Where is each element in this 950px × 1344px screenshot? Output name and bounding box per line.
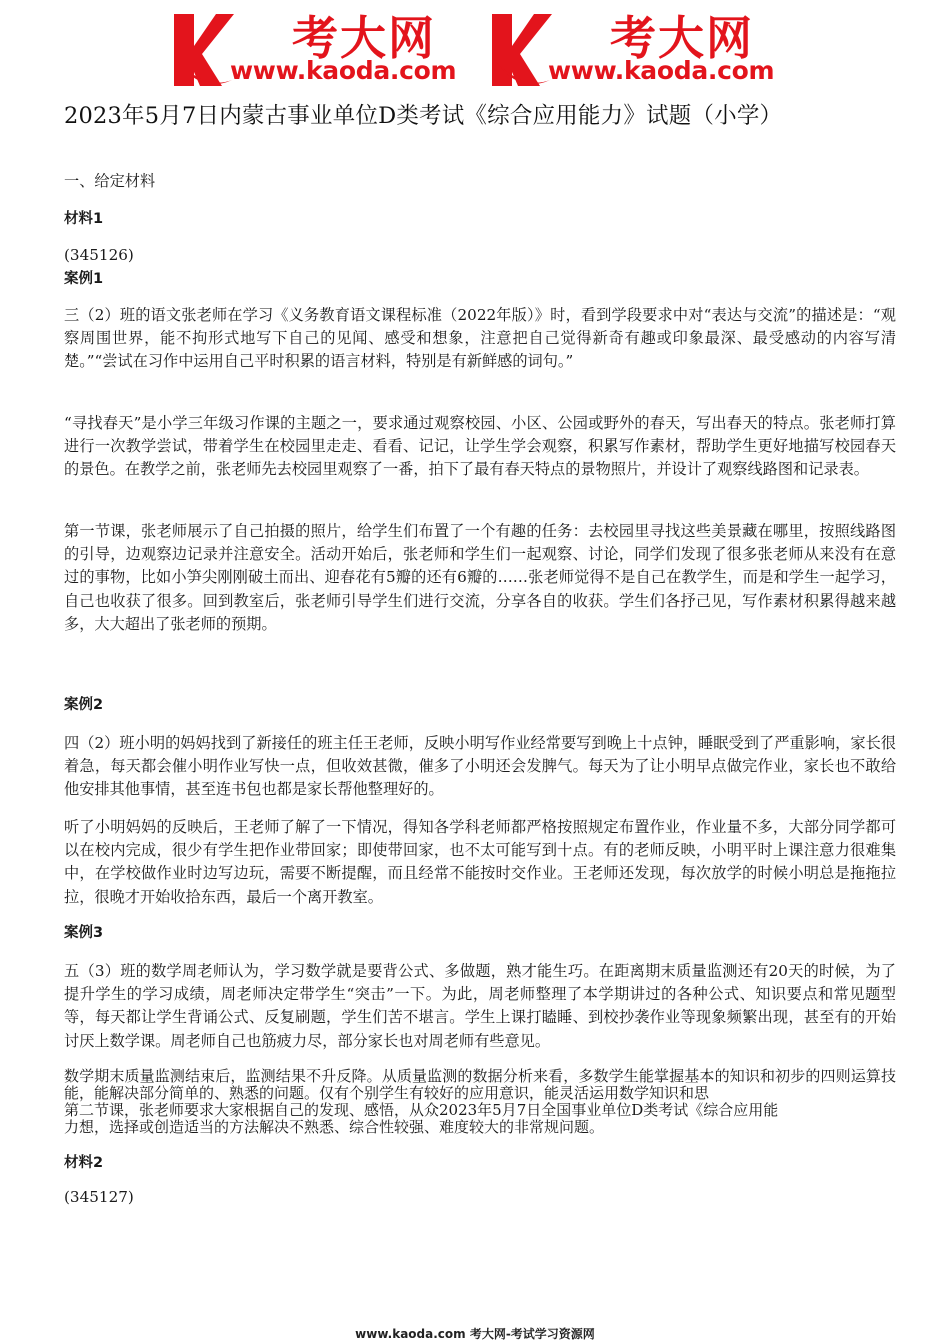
logo-chinese-name: 考大网 — [610, 11, 754, 65]
case-2-paragraph-1: 四（2）班小明的妈妈找到了新接任的班主任王老师，反映小明写作业经常要写到晚上十点钟，睡眠受到了严重影响，家长很着急，每天都会催小明作业写快一点，但收效甚微，催多了小明还会发脾气。每天为了让小明早点做完作业，家长也不敢给他安排其他事情，甚至连书包也都是家长帮他整理好的。 — [64, 734, 896, 799]
case-1-label: 案例1 — [64, 271, 104, 287]
logo-chinese-name: 考大网 — [292, 11, 436, 65]
case-2-label: 案例2 — [64, 697, 104, 713]
k-logo-icon — [490, 6, 552, 88]
case-3-label: 案例3 — [64, 925, 104, 941]
kaoda-logo — [172, 6, 484, 88]
overlapping-text-line: 第二节课，张老师要求大家根据自己的发现、感悟，从众2023年5月7日全国事业单位D类考试《综合应用能 — [64, 1101, 779, 1119]
case-3-paragraph-2: 数学期末质量监测结束后，监测结果不升反降。从质量监测的数据分析来看，多数学生能掌握基本的知识和初步的四则运算技能，能解决部分简单的、熟悉的问题。仅有个别学生有较好的应用意识，能灵活运用数学知识和思 — [64, 1067, 896, 1102]
k-logo-icon — [172, 6, 234, 88]
case-1-paragraph-3: 第一节课，张老师展示了自己拍摄的照片，给学生们布置了一个有趣的任务：去校园里寻找这些美景藏在哪里，按照线路图的引导，边观察边记录并注意安全。活动开始后，张老师和学生们一起观察、讨论，同学们发现了很多张老师从来没有在意过的事物，比如小笋尖刚刚破土而出、迎春花有5瓣的还有6瓣的……张老师觉得不是自己在教学生，而是和学生一起学习，自己也收获了很多。回到教室后，张老师引导学生们进行交流，分享各自的收获。学生们各抒己见，写作素材积累得越来越多，大大超出了张老师的预期。 — [64, 522, 896, 633]
page-footer: www.kaoda.com 考大网-考试学习资源网 — [355, 1327, 595, 1341]
case-3-paragraph-2-end: 力想，选择或创造适当的方法解决不熟悉、综合性较强、难度较大的非常规问题。 — [64, 1118, 605, 1136]
case-2-paragraph-2: 听了小明妈妈的反映后，王老师了解了一下情况，得知各学科老师都严格按照规定布置作业，作业量不多，大部分同学都可以在校内完成，很少有学生把作业带回家；即使带回家，也不太可能写到十点。有的老师反映，小明平时上课注意力很难集中，在学校做作业时边写边玩，需要不断提醒，而且经常不能按时交作业。王老师还发现，每次放学的时候小明总是拖拖拉拉，很晚才开始收拾东西，最后一个离开教室。 — [64, 818, 896, 906]
document-title: 2023年5月7日内蒙古事业单位D类考试《综合应用能力》试题（小学） — [64, 103, 783, 129]
material-1-id: (345126) — [64, 246, 134, 264]
case-1-paragraph-2: “寻找春天”是小学三年级习作课的主题之一，要求通过观察校园、小区、公园或野外的春天，写出春天的特点。张老师打算进行一次教学尝试，带着学生在校园里走走、看看、记记，让学生学会观察，积累写作素材，帮助学生更好地描写校园春天的景色。在教学之前，张老师先去校园里观察了一番，拍下了最有春天特点的景物照片，并设计了观察线路图和记录表。 — [64, 414, 896, 479]
material-2-id: (345127) — [64, 1188, 134, 1206]
section-heading: 一、给定材料 — [64, 172, 156, 190]
case-3-paragraph-1: 五（3）班的数学周老师认为，学习数学就是要背公式、多做题，熟才能生巧。在距离期末质量监测还有20天的时候，为了提升学生的学习成绩，周老师决定带学生“突击”一下。为此，周老师整理了本学期讲过的各种公式、知识要点和常见题型等，每天都让学生背诵公式、反复刷题，学生们苦不堪言。学生上课打瞌睡、到校抄袭作业等现象频繁出现，甚至有的开始讨厌上数学课。周老师自己也筋疲力尽，部分家长也对周老师有些意见。 — [64, 962, 896, 1050]
case-1-paragraph-1: 三（2）班的语文张老师在学习《义务教育语文课程标准（2022年版）》时，看到学段要求中对“表达与交流”的描述是：“观察周围世界，能不拘形式地写下自己的见闻、感受和想象，注意把自己觉得新奇有趣或印象最深、最受感动的内容写清楚。”“尝试在习作中运用自己平时积累的语言材料，特别是有新鲜感的词句。” — [64, 306, 896, 371]
kaoda-logo — [490, 6, 802, 88]
logo-url: www.kaoda.com — [230, 56, 457, 85]
logo-url: www.kaoda.com — [548, 56, 775, 85]
material-2-label: 材料2 — [64, 1155, 104, 1171]
material-1-label: 材料1 — [64, 211, 104, 227]
